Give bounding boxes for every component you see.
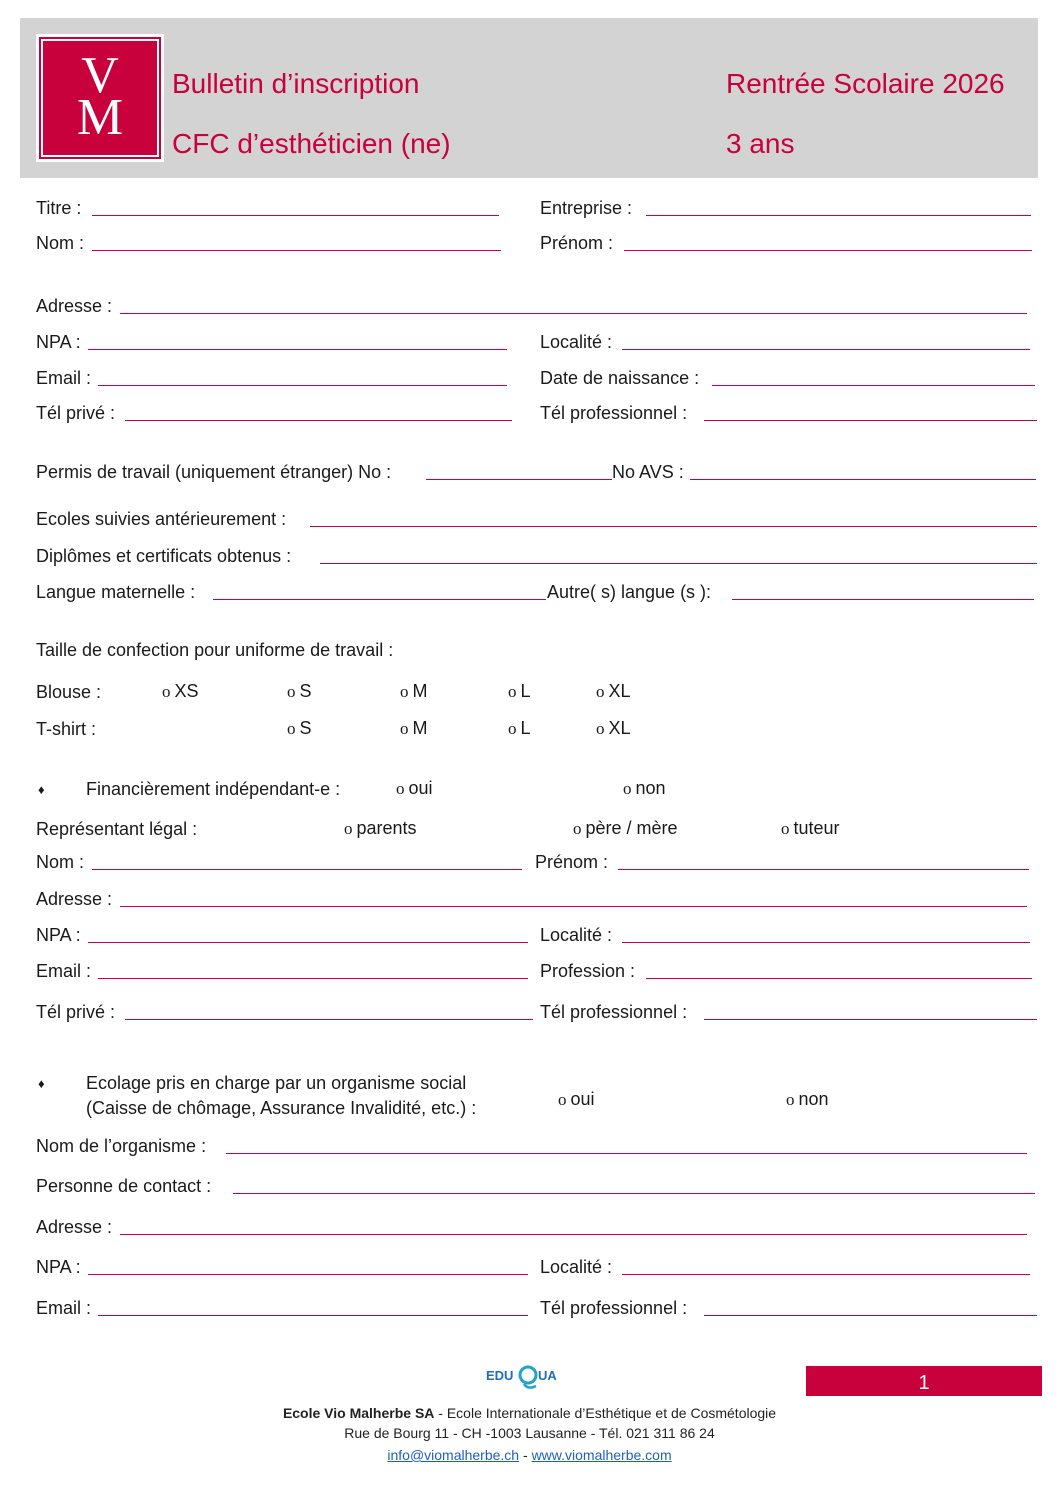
contact-field[interactable] xyxy=(233,1193,1035,1194)
tel-pro-label: Tél professionnel : xyxy=(540,403,688,423)
legal-nom-label: Nom : xyxy=(36,852,85,872)
autres-langues-label: Autre( s) langue (s ): xyxy=(547,582,712,602)
adresse-field[interactable] xyxy=(120,313,1027,314)
tshirt-option-l[interactable]: o L xyxy=(508,718,531,738)
diplomes-label: Diplômes et certificats obtenus : xyxy=(36,546,292,566)
radio-circle-icon: o xyxy=(786,1090,795,1109)
eduqua-logo xyxy=(484,1362,568,1394)
radio-circle-icon: o xyxy=(344,819,353,838)
avs-field[interactable] xyxy=(690,479,1036,480)
social-npa-label: NPA : xyxy=(36,1257,81,1277)
legal-profession-label: Profession : xyxy=(540,961,636,981)
legal-profession-field[interactable] xyxy=(646,978,1032,979)
social-tel-pro-label: Tél professionnel : xyxy=(540,1298,688,1318)
financial-option-no[interactable]: o non xyxy=(623,778,666,798)
radio-circle-icon: o xyxy=(781,819,790,838)
footer-separator: - xyxy=(519,1447,532,1463)
tshirt-option-xl[interactable]: o XL xyxy=(596,718,631,738)
organisme-label: Nom de l’organisme : xyxy=(36,1136,207,1156)
radio-circle-icon: o xyxy=(623,779,632,798)
prenom-field[interactable] xyxy=(624,250,1032,251)
radio-circle-icon: o xyxy=(400,682,409,701)
radio-circle-icon: o xyxy=(287,719,296,738)
tel-prive-field[interactable] xyxy=(125,420,512,421)
footer-website-link[interactable]: www.viomalherbe.com xyxy=(531,1447,672,1463)
social-adresse-label: Adresse : xyxy=(36,1217,113,1237)
blouse-option-m[interactable]: o M xyxy=(400,681,428,701)
email-label: Email : xyxy=(36,368,92,388)
organisme-field[interactable] xyxy=(226,1153,1027,1154)
blouse-label: Blouse : xyxy=(36,682,102,702)
legal-prenom-field[interactable] xyxy=(618,869,1029,870)
langue-label: Langue maternelle : xyxy=(36,582,196,602)
titre-label: Titre : xyxy=(36,198,82,218)
logo-letter-v: V xyxy=(81,47,119,104)
legal-title: Représentant légal : xyxy=(36,819,198,839)
radio-circle-icon: o xyxy=(162,682,171,701)
social-localite-field[interactable] xyxy=(622,1274,1030,1275)
ecoles-field[interactable] xyxy=(310,526,1037,527)
legal-npa-field[interactable] xyxy=(88,942,528,943)
blouse-option-xs[interactable]: o XS xyxy=(162,681,199,701)
nom-label: Nom : xyxy=(36,233,85,253)
legal-localite-label: Localité : xyxy=(540,925,613,945)
ecoles-label: Ecoles suivies antérieurement : xyxy=(36,509,287,529)
blouse-option-s[interactable]: o S xyxy=(287,681,312,701)
radio-circle-icon: o xyxy=(558,1090,567,1109)
adresse-label: Adresse : xyxy=(36,296,113,316)
entreprise-label: Entreprise : xyxy=(540,198,633,218)
langue-field[interactable] xyxy=(213,599,546,600)
tshirt-option-s[interactable]: o S xyxy=(287,718,312,738)
radio-circle-icon: o xyxy=(508,719,517,738)
footer-school-line xyxy=(0,1405,1059,1421)
nom-field[interactable] xyxy=(92,250,501,251)
permis-label: Permis de travail (uniquement étranger) No : xyxy=(36,462,392,482)
tel-pro-field[interactable] xyxy=(704,420,1037,421)
financial-option-yes[interactable]: o oui xyxy=(396,778,433,798)
social-question-line1: Ecolage pris en charge par un organisme social xyxy=(86,1073,467,1093)
social-adresse-field[interactable] xyxy=(120,1234,1027,1235)
social-question-line2: (Caisse de chômage, Assurance Invalidité, etc.) : xyxy=(86,1098,477,1118)
tel-prive-label: Tél privé : xyxy=(36,403,116,423)
legal-option-parents[interactable]: o parents xyxy=(344,818,417,838)
titre-field[interactable] xyxy=(92,215,499,216)
legal-option-pere-mere[interactable]: o père / mère xyxy=(573,818,678,838)
diamond-bullet-icon: ♦ xyxy=(38,1076,45,1091)
radio-circle-icon: o xyxy=(508,682,517,701)
legal-email-field[interactable] xyxy=(98,978,528,979)
legal-prenom-label: Prénom : xyxy=(535,852,609,872)
legal-email-label: Email : xyxy=(36,961,92,981)
entreprise-field[interactable] xyxy=(646,215,1031,216)
localite-label: Localité : xyxy=(540,332,613,352)
school-logo xyxy=(36,34,164,162)
date-naissance-field[interactable] xyxy=(712,385,1035,386)
date-naissance-label: Date de naissance : xyxy=(540,368,700,388)
diamond-bullet-icon: ♦ xyxy=(38,782,45,797)
legal-tel-prive-label: Tél privé : xyxy=(36,1002,116,1022)
blouse-option-l[interactable]: o L xyxy=(508,681,531,701)
npa-field[interactable] xyxy=(88,349,507,350)
email-field[interactable] xyxy=(98,385,507,386)
tshirt-label: T-shirt : xyxy=(36,719,97,739)
svg-text:UA: UA xyxy=(538,1368,557,1383)
radio-circle-icon: o xyxy=(400,719,409,738)
legal-tel-pro-field[interactable] xyxy=(704,1019,1037,1020)
school-description: - Ecole Internationale d’Esthétique et de Cosmétologie xyxy=(434,1405,777,1421)
radio-circle-icon: o xyxy=(596,682,605,701)
school-name: Ecole Vio Malherbe SA xyxy=(282,1405,435,1421)
uniform-title: Taille de confection pour uniforme de travail : xyxy=(36,640,394,660)
radio-circle-icon: o xyxy=(287,682,296,701)
legal-option-tuteur[interactable]: o tuteur xyxy=(781,818,840,838)
blouse-option-xl[interactable]: o XL xyxy=(596,681,631,701)
social-localite-label: Localité : xyxy=(540,1257,613,1277)
social-tel-pro-field[interactable] xyxy=(704,1315,1037,1316)
social-option-no[interactable]: o non xyxy=(786,1089,829,1109)
social-npa-field[interactable] xyxy=(88,1274,528,1275)
school-year: Rentrée Scolaire 2026 xyxy=(726,68,1005,99)
footer-email-link[interactable]: info@viomalherbe.ch xyxy=(387,1447,520,1463)
legal-adresse-label: Adresse : xyxy=(36,889,113,909)
prenom-label: Prénom : xyxy=(540,233,614,253)
npa-label: NPA : xyxy=(36,332,81,352)
tshirt-option-m[interactable]: o M xyxy=(400,718,428,738)
social-email-field[interactable] xyxy=(98,1315,528,1316)
social-option-yes[interactable]: o oui xyxy=(558,1089,595,1109)
localite-field[interactable] xyxy=(622,349,1030,350)
autres-langues-field[interactable] xyxy=(732,599,1034,600)
social-email-label: Email : xyxy=(36,1298,92,1318)
footer-address: Rue de Bourg 11 - CH -1003 Lausanne - Tél. 021 311 86 24 xyxy=(344,1425,715,1441)
svg-text:EDU: EDU xyxy=(486,1368,514,1383)
legal-tel-pro-label: Tél professionnel : xyxy=(540,1002,688,1022)
legal-localite-field[interactable] xyxy=(622,942,1030,943)
financial-question: Financièrement indépendant-e : xyxy=(86,779,341,799)
legal-adresse-field[interactable] xyxy=(120,906,1027,907)
page-number: 1 xyxy=(918,1372,930,1394)
legal-npa-label: NPA : xyxy=(36,925,81,945)
radio-circle-icon: o xyxy=(596,719,605,738)
footer-contact-line xyxy=(0,1447,1059,1463)
diplomes-field[interactable] xyxy=(320,563,1037,564)
form-title: Bulletin d’inscription xyxy=(172,68,420,99)
contact-label: Personne de contact : xyxy=(36,1176,212,1196)
radio-circle-icon: o xyxy=(573,819,582,838)
legal-nom-field[interactable] xyxy=(92,869,522,870)
avs-label: No AVS : xyxy=(612,462,684,482)
program-title: CFC d’esthéticien (ne) xyxy=(172,128,451,159)
legal-tel-prive-field[interactable] xyxy=(125,1019,533,1020)
permis-field[interactable] xyxy=(426,479,612,480)
page-number-box xyxy=(806,1366,1042,1396)
program-duration: 3 ans xyxy=(726,128,795,159)
logo-letter-m: M xyxy=(76,89,124,146)
radio-circle-icon: o xyxy=(396,779,405,798)
